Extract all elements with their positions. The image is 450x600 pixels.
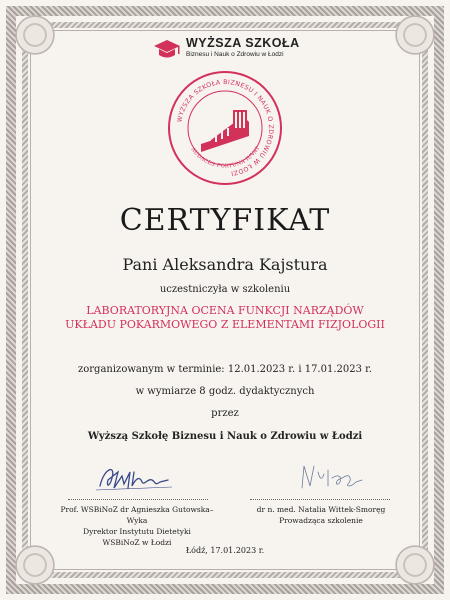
signer-left-name: Prof. WSBiNoZ dr Agnieszka Gutowska–Wyka	[60, 505, 214, 525]
recipient-name: Pani Aleksandra Kajstura	[122, 255, 328, 274]
svg-text:WYŻSZA SZKOŁA BIZNESU I NAUK O	[176, 79, 274, 177]
seal-ring-text: WYŻSZA SZKOŁA BIZNESU I NAUK O ZDROWIU W ŁODZI	[176, 78, 275, 177]
signer-left-institution: WSBiNoZ w Łodzi	[102, 538, 172, 547]
course-title-line-1: LABORATORYJNA OCENA FUNKCJI NARZĄDÓW	[86, 304, 364, 317]
by-text: przez	[211, 408, 239, 419]
school-logo	[152, 36, 302, 66]
graduation-cap-icon	[152, 38, 182, 62]
place-and-date: Łódź, 17.01.2023 r.	[185, 546, 265, 555]
signature-right	[294, 458, 368, 496]
participation-text: uczestniczyła w szkoleniu	[159, 284, 291, 295]
signer-right-name: dr n. med. Natalia Wittek-Smoręg	[256, 505, 386, 514]
signature-line-left	[68, 499, 208, 500]
certificate-title: CERTYFIKAT	[119, 203, 331, 238]
course-title-line-2: UKŁADU POKARMOWEGO Z ELEMENTAMI FIZJOLOGII	[65, 318, 385, 331]
logo-name: WYŻSZA SZKOŁA	[186, 36, 300, 50]
school-seal	[167, 70, 283, 186]
signer-left-role: Dyrektor Instytutu Dietetyki	[83, 527, 191, 536]
logo-subtitle: Biznesu i Nauk o Zdrowiu w Łodzi	[186, 51, 284, 58]
organizer-name: Wyższą Szkołę Biznesu i Nauk o Zdrowiu w Łodzi	[87, 431, 363, 442]
building-icon	[201, 110, 249, 152]
signer-right	[236, 504, 406, 526]
course-title	[34, 304, 416, 332]
seal-motto: AUDACES FORTUNA IUVAT	[189, 145, 262, 170]
signer-left	[52, 504, 222, 548]
training-dates: zorganizowanym w terminie: 12.01.2023 r. i 17.01.2023 r.	[77, 364, 373, 375]
training-hours: w wymiarze 8 godz. dydaktycznych	[135, 386, 315, 397]
signature-line-right	[250, 499, 390, 500]
certificate-content	[34, 30, 416, 580]
signature-left	[94, 458, 174, 496]
signer-right-role: Prowadząca szkolenie	[279, 516, 363, 525]
